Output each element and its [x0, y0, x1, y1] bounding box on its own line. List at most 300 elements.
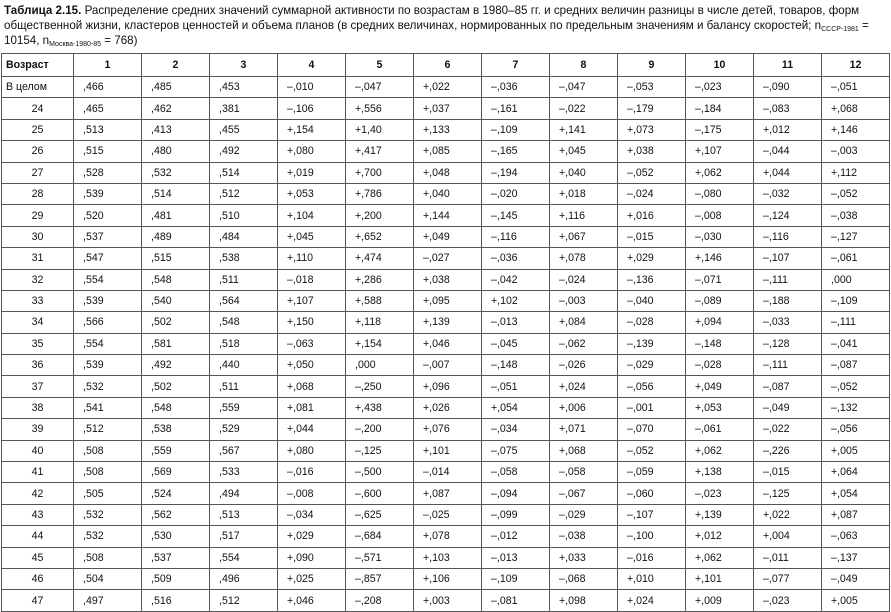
value-cell: ,513 — [74, 119, 142, 140]
value-cell: ,508 — [74, 440, 142, 461]
value-cell: ,480 — [142, 141, 210, 162]
value-cell: –,111 — [754, 355, 822, 376]
value-cell: –,061 — [686, 419, 754, 440]
value-cell: ,554 — [74, 333, 142, 354]
value-cell: +,040 — [550, 162, 618, 183]
value-cell: ,514 — [142, 183, 210, 204]
value-cell: +,700 — [346, 162, 414, 183]
value-cell: –,029 — [550, 504, 618, 525]
value-cell: –,188 — [754, 290, 822, 311]
value-cell: +,026 — [414, 397, 482, 418]
value-cell: –,007 — [414, 355, 482, 376]
table-row — [2, 568, 890, 589]
value-cell: +,139 — [686, 504, 754, 525]
value-cell: +,053 — [686, 397, 754, 418]
value-cell: ,465 — [74, 98, 142, 119]
value-cell: –,015 — [618, 226, 686, 247]
value-cell: ,529 — [210, 419, 278, 440]
table-body — [2, 77, 890, 612]
header-col-9: 9 — [618, 54, 686, 77]
value-cell: –,036 — [482, 77, 550, 98]
value-cell: –,018 — [278, 269, 346, 290]
row-age-cell: 38 — [2, 397, 74, 418]
value-cell: –,200 — [346, 419, 414, 440]
row-age-cell: 46 — [2, 568, 74, 589]
value-cell: ,567 — [210, 440, 278, 461]
value-cell: –,067 — [550, 483, 618, 504]
value-cell: –,625 — [346, 504, 414, 525]
value-cell: +,044 — [754, 162, 822, 183]
value-cell: –,148 — [482, 355, 550, 376]
value-cell: –,008 — [278, 483, 346, 504]
value-cell: ,564 — [210, 290, 278, 311]
value-cell: ,532 — [74, 526, 142, 547]
value-cell: –,042 — [482, 269, 550, 290]
value-cell: ,510 — [210, 205, 278, 226]
value-cell: –,059 — [618, 462, 686, 483]
value-cell: –,161 — [482, 98, 550, 119]
value-cell: –,011 — [754, 547, 822, 568]
value-cell: +,107 — [278, 290, 346, 311]
row-age-cell: 32 — [2, 269, 74, 290]
value-cell: +,067 — [550, 226, 618, 247]
value-cell: –,023 — [686, 77, 754, 98]
value-cell: –,080 — [686, 183, 754, 204]
value-cell: +,438 — [346, 397, 414, 418]
value-cell: –,109 — [482, 568, 550, 589]
value-cell: –,137 — [822, 547, 890, 568]
value-cell: +,048 — [414, 162, 482, 183]
header-col-7: 7 — [482, 54, 550, 77]
value-cell: –,145 — [482, 205, 550, 226]
value-cell: –,109 — [482, 119, 550, 140]
value-cell: +,144 — [414, 205, 482, 226]
table-row — [2, 98, 890, 119]
table-row — [2, 290, 890, 311]
value-cell: ,539 — [74, 290, 142, 311]
value-cell: +,068 — [822, 98, 890, 119]
table-row — [2, 547, 890, 568]
value-cell: ,512 — [74, 419, 142, 440]
value-cell: –,003 — [822, 141, 890, 162]
value-cell: +1,40 — [346, 119, 414, 140]
table-row — [2, 590, 890, 611]
value-cell: –,014 — [414, 462, 482, 483]
value-cell: +,038 — [414, 269, 482, 290]
value-cell: +,106 — [414, 568, 482, 589]
value-cell: +,078 — [550, 248, 618, 269]
value-cell: –,061 — [822, 248, 890, 269]
value-cell: ,508 — [74, 547, 142, 568]
value-cell: +,006 — [550, 397, 618, 418]
value-cell: –,034 — [482, 419, 550, 440]
value-cell: –,047 — [550, 77, 618, 98]
value-cell: –,032 — [754, 183, 822, 204]
value-cell: –,045 — [482, 333, 550, 354]
value-cell: +,096 — [414, 376, 482, 397]
value-cell: ,581 — [142, 333, 210, 354]
value-cell: –,025 — [414, 504, 482, 525]
value-cell: ,539 — [74, 183, 142, 204]
value-cell: –,029 — [618, 355, 686, 376]
value-cell: ,514 — [210, 162, 278, 183]
value-cell: +,080 — [278, 440, 346, 461]
value-cell: –,132 — [822, 397, 890, 418]
value-cell: ,504 — [74, 568, 142, 589]
data-table — [1, 53, 890, 612]
value-cell: +,076 — [414, 419, 482, 440]
row-age-cell: 31 — [2, 248, 74, 269]
value-cell: –,040 — [618, 290, 686, 311]
value-cell: –,024 — [550, 269, 618, 290]
value-cell: –,038 — [822, 205, 890, 226]
value-cell: –,049 — [754, 397, 822, 418]
value-cell: +,417 — [346, 141, 414, 162]
value-cell: ,528 — [74, 162, 142, 183]
value-cell: –,087 — [754, 376, 822, 397]
value-cell: +,146 — [822, 119, 890, 140]
caption-mid: = 10154, n — [4, 19, 869, 47]
value-cell: ,492 — [210, 141, 278, 162]
value-cell: ,496 — [210, 568, 278, 589]
value-cell: +,062 — [686, 547, 754, 568]
value-cell: +,154 — [346, 333, 414, 354]
value-cell: –,165 — [482, 141, 550, 162]
value-cell: –,106 — [278, 98, 346, 119]
value-cell: ,511 — [210, 376, 278, 397]
row-age-cell: 26 — [2, 141, 74, 162]
row-age-cell: 33 — [2, 290, 74, 311]
value-cell: +,068 — [278, 376, 346, 397]
value-cell: ,569 — [142, 462, 210, 483]
value-cell: ,511 — [210, 269, 278, 290]
value-cell: +,050 — [278, 355, 346, 376]
value-cell: +,118 — [346, 312, 414, 333]
value-cell: –,060 — [618, 483, 686, 504]
value-cell: +,012 — [686, 526, 754, 547]
value-cell: ,413 — [142, 119, 210, 140]
value-cell: +,116 — [550, 205, 618, 226]
value-cell: ,540 — [142, 290, 210, 311]
value-cell: –,026 — [550, 355, 618, 376]
value-cell: +,064 — [822, 462, 890, 483]
value-cell: ,484 — [210, 226, 278, 247]
value-cell: +,029 — [618, 248, 686, 269]
value-cell: –,047 — [346, 77, 414, 98]
value-cell: –,013 — [482, 312, 550, 333]
value-cell: +,012 — [754, 119, 822, 140]
table-row — [2, 504, 890, 525]
value-cell: –,041 — [822, 333, 890, 354]
value-cell: ,502 — [142, 376, 210, 397]
value-cell: +,040 — [414, 183, 482, 204]
value-cell: +,019 — [278, 162, 346, 183]
value-cell: ,562 — [142, 504, 210, 525]
value-cell: +,139 — [414, 312, 482, 333]
value-cell: ,520 — [74, 205, 142, 226]
value-cell: ,559 — [142, 440, 210, 461]
value-cell: +,033 — [550, 547, 618, 568]
value-cell: ,516 — [142, 590, 210, 611]
value-cell: ,453 — [210, 77, 278, 98]
value-cell: –,600 — [346, 483, 414, 504]
value-cell: –,500 — [346, 462, 414, 483]
value-cell: ,532 — [74, 504, 142, 525]
value-cell: +,024 — [550, 376, 618, 397]
value-cell: –,148 — [686, 333, 754, 354]
header-col-11: 11 — [754, 54, 822, 77]
table-header-row — [2, 54, 890, 77]
value-cell: –,070 — [618, 419, 686, 440]
value-cell: ,502 — [142, 312, 210, 333]
value-cell: +,103 — [414, 547, 482, 568]
value-cell: –,208 — [346, 590, 414, 611]
table-row — [2, 376, 890, 397]
value-cell: –,015 — [754, 462, 822, 483]
value-cell: +,078 — [414, 526, 482, 547]
value-cell: +,016 — [618, 205, 686, 226]
value-cell: +,200 — [346, 205, 414, 226]
value-cell: –,056 — [618, 376, 686, 397]
header-col-2: 2 — [142, 54, 210, 77]
value-cell: –,125 — [754, 483, 822, 504]
value-cell: –,052 — [822, 183, 890, 204]
value-cell: –,056 — [822, 419, 890, 440]
value-cell: ,455 — [210, 119, 278, 140]
value-cell: +,038 — [618, 141, 686, 162]
value-cell: –,075 — [482, 440, 550, 461]
value-cell: ,538 — [210, 248, 278, 269]
value-cell: +,138 — [686, 462, 754, 483]
value-cell: +,068 — [550, 440, 618, 461]
value-cell: +,049 — [414, 226, 482, 247]
value-cell: +,154 — [278, 119, 346, 140]
value-cell: ,466 — [74, 77, 142, 98]
value-cell: +,101 — [414, 440, 482, 461]
value-cell: +,474 — [346, 248, 414, 269]
value-cell: +,080 — [278, 141, 346, 162]
value-cell: –,030 — [686, 226, 754, 247]
value-cell: –,184 — [686, 98, 754, 119]
value-cell: ,537 — [74, 226, 142, 247]
value-cell: +,029 — [278, 526, 346, 547]
table-row — [2, 183, 890, 204]
value-cell: ,512 — [210, 590, 278, 611]
row-age-cell: 47 — [2, 590, 74, 611]
table-row — [2, 141, 890, 162]
table-row — [2, 462, 890, 483]
value-cell: +,037 — [414, 98, 482, 119]
table-row — [2, 526, 890, 547]
value-cell: –,100 — [618, 526, 686, 547]
value-cell: –,063 — [278, 333, 346, 354]
value-cell: +,044 — [278, 419, 346, 440]
value-cell: ,532 — [142, 162, 210, 183]
header-col-3: 3 — [210, 54, 278, 77]
value-cell: –,571 — [346, 547, 414, 568]
table-row — [2, 248, 890, 269]
value-cell: –,023 — [754, 590, 822, 611]
value-cell: –,034 — [278, 504, 346, 525]
header-col-10: 10 — [686, 54, 754, 77]
row-age-cell: 28 — [2, 183, 74, 204]
value-cell: +,286 — [346, 269, 414, 290]
table-row — [2, 440, 890, 461]
value-cell: ,548 — [142, 397, 210, 418]
caption-sub-moscow: Москва-1980-85 — [49, 41, 102, 48]
value-cell: –,049 — [822, 568, 890, 589]
value-cell: ,494 — [210, 483, 278, 504]
value-cell: ,537 — [142, 547, 210, 568]
row-age-cell: 34 — [2, 312, 74, 333]
value-cell: –,071 — [686, 269, 754, 290]
value-cell: –,083 — [754, 98, 822, 119]
row-age-cell: 43 — [2, 504, 74, 525]
row-age-cell: 29 — [2, 205, 74, 226]
value-cell: ,509 — [142, 568, 210, 589]
value-cell: +,045 — [278, 226, 346, 247]
table-row — [2, 355, 890, 376]
value-cell: ,497 — [74, 590, 142, 611]
row-age-cell: 30 — [2, 226, 74, 247]
value-cell: +,005 — [822, 590, 890, 611]
value-cell: ,462 — [142, 98, 210, 119]
value-cell: –,051 — [822, 77, 890, 98]
value-cell: +,102 — [482, 290, 550, 311]
value-cell: –,111 — [822, 312, 890, 333]
row-age-cell: 39 — [2, 419, 74, 440]
row-age-cell: 37 — [2, 376, 74, 397]
value-cell: +,133 — [414, 119, 482, 140]
value-cell: –,013 — [482, 547, 550, 568]
value-cell: –,179 — [618, 98, 686, 119]
value-cell: +,084 — [550, 312, 618, 333]
value-cell: –,016 — [618, 547, 686, 568]
table-row — [2, 77, 890, 98]
value-cell: –,194 — [482, 162, 550, 183]
value-cell: +,046 — [278, 590, 346, 611]
value-cell: –,089 — [686, 290, 754, 311]
value-cell: –,136 — [618, 269, 686, 290]
value-cell: +,005 — [822, 440, 890, 461]
value-cell: ,492 — [142, 355, 210, 376]
value-cell: –,044 — [754, 141, 822, 162]
value-cell: –,023 — [686, 483, 754, 504]
value-cell: +,087 — [822, 504, 890, 525]
value-cell: –,099 — [482, 504, 550, 525]
value-cell: +,024 — [618, 590, 686, 611]
value-cell: ,481 — [142, 205, 210, 226]
value-cell: –,127 — [822, 226, 890, 247]
value-cell: ,508 — [74, 462, 142, 483]
value-cell: –,036 — [482, 248, 550, 269]
table-row — [2, 205, 890, 226]
row-age-cell: 40 — [2, 440, 74, 461]
value-cell: –,124 — [754, 205, 822, 226]
value-cell: –,068 — [550, 568, 618, 589]
value-cell: –,226 — [754, 440, 822, 461]
value-cell: +,104 — [278, 205, 346, 226]
table-row — [2, 483, 890, 504]
value-cell: +,054 — [822, 483, 890, 504]
value-cell: ,485 — [142, 77, 210, 98]
row-age-cell: 44 — [2, 526, 74, 547]
value-cell: ,554 — [210, 547, 278, 568]
value-cell: ,512 — [210, 183, 278, 204]
value-cell: –,022 — [550, 98, 618, 119]
value-cell: –,090 — [754, 77, 822, 98]
value-cell: +,049 — [686, 376, 754, 397]
value-cell: ,518 — [210, 333, 278, 354]
value-cell: –,038 — [550, 526, 618, 547]
value-cell: ,538 — [142, 419, 210, 440]
value-cell: –,111 — [754, 269, 822, 290]
value-cell: ,554 — [74, 269, 142, 290]
value-cell: +,025 — [278, 568, 346, 589]
table-row — [2, 226, 890, 247]
value-cell: ,530 — [142, 526, 210, 547]
row-age-cell: 45 — [2, 547, 74, 568]
value-cell: –,022 — [754, 419, 822, 440]
value-cell: ,548 — [210, 312, 278, 333]
value-cell: ,515 — [142, 248, 210, 269]
value-cell: +,054 — [482, 397, 550, 418]
value-cell: –,058 — [482, 462, 550, 483]
value-cell: ,515 — [74, 141, 142, 162]
value-cell: +,009 — [686, 590, 754, 611]
value-cell: +,786 — [346, 183, 414, 204]
value-cell: –,109 — [822, 290, 890, 311]
header-col-4: 4 — [278, 54, 346, 77]
table-caption — [4, 3, 888, 48]
caption-label: Таблица 2.15. — [4, 4, 82, 17]
value-cell: –,063 — [822, 526, 890, 547]
value-cell: –,107 — [618, 504, 686, 525]
value-cell: +,003 — [414, 590, 482, 611]
value-cell: –,052 — [618, 440, 686, 461]
value-cell: +,588 — [346, 290, 414, 311]
value-cell: –,058 — [550, 462, 618, 483]
value-cell: ,381 — [210, 98, 278, 119]
table-row — [2, 419, 890, 440]
value-cell: +,146 — [686, 248, 754, 269]
row-age-cell: 36 — [2, 355, 74, 376]
value-cell: ,524 — [142, 483, 210, 504]
caption-end: = 768) — [101, 34, 138, 47]
caption-text: Распределение средних значений суммарной активности по возрастам в 1980–85 гг. и средних величин разницы в числе детей, товаров, форм общественной жизни, кластеров ценностей и объема планов (в средних величинах, нормированных по предельным значениям и балансу скоростей; n — [4, 4, 860, 32]
value-cell: –,024 — [618, 183, 686, 204]
value-cell: –,116 — [754, 226, 822, 247]
value-cell: ,489 — [142, 226, 210, 247]
value-cell: ,559 — [210, 397, 278, 418]
value-cell: ,539 — [74, 355, 142, 376]
row-age-cell: 35 — [2, 333, 74, 354]
value-cell: –,081 — [482, 590, 550, 611]
value-cell: –,087 — [822, 355, 890, 376]
value-cell: –,684 — [346, 526, 414, 547]
value-cell: –,012 — [482, 526, 550, 547]
row-age-cell: 41 — [2, 462, 74, 483]
value-cell: –,020 — [482, 183, 550, 204]
value-cell: –,028 — [686, 355, 754, 376]
value-cell: ,513 — [210, 504, 278, 525]
value-cell: –,016 — [278, 462, 346, 483]
value-cell: ,541 — [74, 397, 142, 418]
value-cell: +,022 — [414, 77, 482, 98]
value-cell: ,505 — [74, 483, 142, 504]
value-cell: ,000 — [346, 355, 414, 376]
value-cell: ,547 — [74, 248, 142, 269]
